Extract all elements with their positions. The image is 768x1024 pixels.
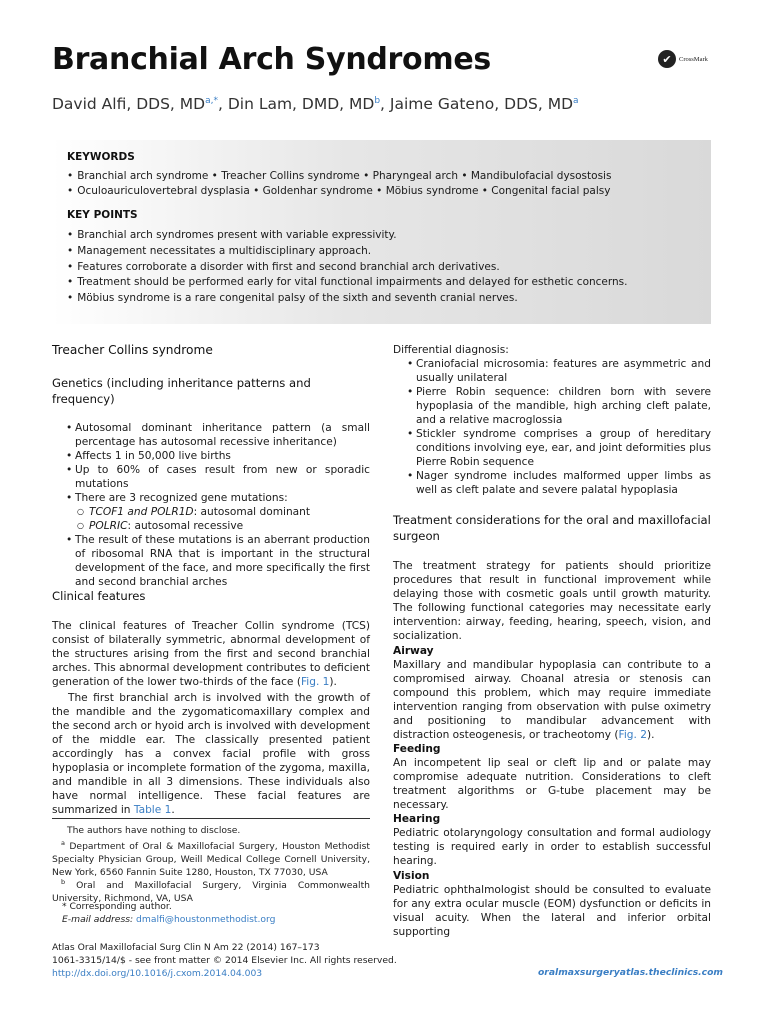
table-link[interactable]: Table 1 [133, 804, 172, 816]
paragraph-text: ). [329, 676, 337, 688]
email-link[interactable]: dmalfi@houstonmethodist.org [136, 914, 276, 925]
differential-list [393, 357, 711, 497]
treatment-paragraph: The treatment strategy for patients should prioritize procedures that result in functional improvement while delaying those with cosmetic goals until growth maturity. The following functional categories may necessitate early intervention: airway, feeding, hearing, speech, vision, and socialization. [393, 560, 711, 642]
author-affiliation[interactable]: a [573, 95, 579, 106]
footnote-email [52, 913, 370, 926]
list-item: • Affects 1 in 50,000 live births [52, 449, 370, 463]
minor-heading: Airway [393, 645, 434, 657]
treatment-heading [393, 512, 711, 544]
differential-diagnosis [393, 343, 711, 357]
subsection-title: Treatment considerations for the oral and maxillofacial surgeon [393, 513, 711, 543]
paragraph-text: . [171, 804, 175, 816]
author-list: David Alfi, DDS, $MD^{a,*}$, Din Lam, DMD, $MD^b$, Jaime Gateno, DDS, $MD^a$ [52, 95, 579, 113]
key-point-item: • Management necessitates a multidisciplinary approach. [67, 245, 371, 257]
journal-site-link[interactable]: oralmaxsurgeryatlas.theclinics.com [538, 967, 723, 978]
list-item: • Stickler syndrome comprises a group of hereditary conditions involving eye, ear, and joint deformities plus Pierre Robin sequence [393, 427, 711, 469]
sub-list-item [52, 505, 370, 519]
footnote-marker: a [61, 839, 65, 847]
list-item: • Autosomal dominant inheritance pattern (a small percentage has autosomal recessive inheritance) [52, 421, 370, 449]
list-item: • Up to 60% of cases result from new or sporadic mutations [52, 463, 370, 491]
key-point-item: • Treatment should be performed early for vital functional impairments and delayed for esthetic concerns. [67, 276, 627, 288]
section-title: Treacher Collins syndrome [52, 343, 213, 357]
genetics-list [52, 421, 370, 589]
key-point-item: • Features corroborate a disorder with first and second branchial arch derivatives. [67, 261, 500, 273]
crossmark-icon: ✔ [658, 50, 676, 68]
paragraph-text: Maxillary and mandibular hypoplasia can contribute to a compromised airway. Choanal atresia or stenosis can compound this problem, which may require immediate intervention ranging from observation with pulse oximetry and positioning to mandibular advancement with distraction osteogenesis, or tracheotomy ( [393, 659, 711, 741]
key-point-item: • Branchial arch syndromes present with variable expressivity. [67, 229, 397, 241]
keywords-line: • Branchial arch syndrome • Treacher Collins syndrome • Pharyngeal arch • Mandibulofacial dysostosis [67, 170, 611, 182]
journal-citation: Atlas Oral Maxillofacial Surg Clin N Am 22 (2014) 167–173 [52, 942, 320, 953]
author-name: David Alfi, DDS, MD [52, 95, 206, 113]
airway-paragraph [393, 658, 711, 742]
doi-link[interactable]: http://dx.doi.org/10.1016/j.cxom.2014.04.003 [52, 968, 263, 979]
page-title: Branchial Arch Syndromes [52, 42, 491, 77]
footnote-affiliation-a [52, 837, 370, 879]
list-item: • Pierre Robin sequence: children born with severe hypoplasia of the mandible, high arching cleft palate, and a relative macroglossia [393, 385, 711, 427]
footnote-divider [52, 818, 370, 819]
minor-heading: Vision [393, 870, 430, 882]
footnote-text: Department of Oral & Maxillofacial Surgery, Houston Methodist Specialty Physician Group, Weill Medical College Cornell University, New York, 6560 Fannin Suite 1280, Houston, TX 77030, USA [52, 841, 371, 879]
section-heading-tcs [52, 343, 370, 357]
diff-label: Differential diagnosis: [393, 344, 509, 356]
figure-link[interactable]: Fig. 2 [618, 729, 647, 741]
clinical-heading [52, 588, 370, 604]
list-item: • The result of these mutations is an aberrant production of ribosomal RNA that is important in the structural development of the face, and more specifically the first and second branchial arches [52, 533, 370, 589]
paragraph-text: The first branchial arch is involved with the growth of the mandible and the zygomaticomaxillary complex and the second arch or hyoid arch is involved with development of the middle ear. The classically presented patient accordingly has a convex facial profile with gross hypoplasia or incomplete formation of the zygoma, maxilla, and mandible in all 3 dimensions. These individuals also have normal intelligence. These facial features are summarized in [52, 692, 370, 816]
keywords-box [52, 140, 711, 324]
gene-inheritance: : autosomal dominant [193, 506, 311, 518]
clinical-paragraph-2 [52, 691, 370, 817]
gene-names: TCOF1 and POLR1D [89, 506, 194, 518]
key-point-item: • Möbius syndrome is a rare congenital palsy of the sixth and seventh cranial nerves. [67, 292, 518, 304]
hearing-paragraph: Pediatric otolaryngology consultation and formal audiology testing is required early in order to establish successful hearing. [393, 827, 711, 867]
author-affiliation[interactable]: b [374, 95, 381, 106]
vision-paragraph: Pediatric ophthalmologist should be consulted to evaluate for any extra ocular muscle (EOM) dysfunction or deficits in visual acuity. When the lateral and inferior orbital supporting [393, 884, 711, 938]
page-footer [52, 941, 397, 980]
issn-line: 1061-3315/14/$ - see front matter © 2014 Elsevier Inc. All rights reserved. [52, 955, 397, 966]
keywords-heading: KEYWORDS [67, 151, 135, 163]
list-item: • Craniofacial microsomia: features are asymmetric and usually unilateral [393, 357, 711, 385]
airway-heading [393, 644, 711, 658]
hearing-heading [393, 812, 711, 826]
minor-heading: Hearing [393, 813, 441, 825]
footnote-marker: b [61, 878, 66, 886]
gene-inheritance: : autosomal recessive [127, 520, 244, 532]
crossmark-badge[interactable] [658, 50, 708, 68]
minor-heading: Feeding [393, 743, 441, 755]
email-label: E-mail address: [62, 914, 134, 925]
vision-heading [393, 869, 711, 883]
key-points-heading: KEY POINTS [67, 209, 138, 221]
footnote-corresponding: * Corresponding author. [62, 901, 172, 912]
subsection-title: Clinical features [52, 589, 146, 603]
footnote-text: Oral and Maxillofacial Surgery, Virginia Commonwealth University, Richmond, VA, USA [52, 880, 371, 905]
gene-names: POLRIC [89, 520, 128, 532]
list-item: • There are 3 recognized gene mutations: [52, 491, 370, 505]
author-affiliation[interactable]: a,* [205, 95, 218, 106]
clinical-paragraph-1 [52, 619, 370, 689]
genetics-heading [52, 375, 370, 407]
author-name: Din Lam, DMD, MD [227, 95, 375, 113]
list-item: • Nager syndrome includes malformed upper limbs as well as cleft palate and severe palatal hypoplasia [393, 469, 711, 497]
subsection-title: Genetics (including inheritance patterns and frequency) [52, 376, 311, 406]
crossmark-label: CrossMark [679, 55, 708, 63]
feeding-heading [393, 742, 711, 756]
keywords-line: • Oculoauriculovertebral dysplasia • Goldenhar syndrome • Möbius syndrome • Congenital facial palsy [67, 185, 610, 197]
footnote-disclosure: The authors have nothing to disclose. [67, 825, 241, 836]
feeding-paragraph: An incompetent lip seal or cleft lip and or palate may compromise adequate nutrition. Considerations to cleft treatment algorithms or G-tube placement may be necessary. [393, 757, 711, 811]
author-name: Jaime Gateno, DDS, MD [389, 95, 573, 113]
paragraph-text: The clinical features of Treacher Collin syndrome (TCS) consist of bilaterally symmetric, abnormal development of the structures arising from the first and second branchial arches. This abnormal development contributes to deficient generation of the lower two-thirds of the face ( [52, 620, 370, 688]
paragraph-text: ). [646, 729, 655, 741]
sub-list-item [52, 519, 370, 533]
figure-link[interactable]: Fig. 1 [300, 676, 330, 688]
